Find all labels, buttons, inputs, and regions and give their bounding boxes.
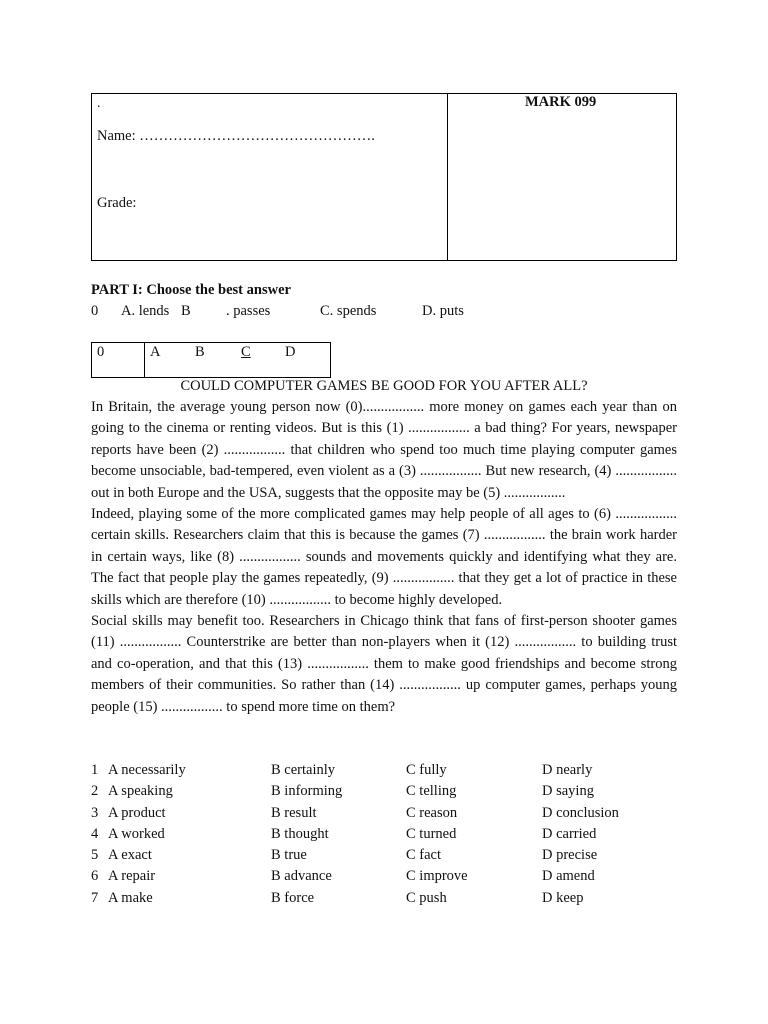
option-a[interactable]: A repair	[108, 868, 156, 885]
option-a[interactable]: A product	[108, 804, 166, 821]
question-number: 6	[91, 868, 99, 885]
question-number: 2	[91, 783, 99, 800]
option-b[interactable]: B thought	[271, 825, 329, 842]
option-d[interactable]: D nearly	[542, 762, 593, 778]
choice-row	[91, 868, 677, 889]
example-option-c: C. spends	[320, 303, 377, 319]
passage	[91, 397, 677, 718]
passage-title: COULD COMPUTER GAMES BE GOOD FOR YOU AFTER ALL?	[180, 378, 588, 394]
option-a[interactable]: A speaking	[108, 783, 173, 800]
option-d[interactable]: D keep	[542, 889, 584, 906]
student-info-box	[91, 93, 677, 261]
option-b[interactable]: B certainly	[271, 762, 336, 778]
option-c[interactable]: C push	[406, 889, 447, 906]
option-c[interactable]: C improve	[406, 868, 468, 885]
choice-row	[91, 762, 677, 783]
answer-option-c-selected[interactable]: C	[241, 344, 251, 360]
example-option-a: A. lends	[121, 303, 170, 319]
option-d[interactable]: D amend	[542, 868, 595, 885]
question-number: 5	[91, 847, 99, 864]
option-d[interactable]: D saying	[542, 783, 594, 800]
option-b[interactable]: B force	[271, 889, 315, 906]
example-answer-box	[91, 342, 331, 378]
answer-num: 0	[97, 344, 105, 360]
option-a[interactable]: A exact	[108, 847, 152, 864]
option-c[interactable]: C fully	[406, 762, 447, 778]
question-number: 1	[91, 762, 99, 778]
answer-option-a[interactable]: A	[150, 344, 161, 360]
example-option-b-text: . passes	[226, 303, 271, 319]
choice-row	[91, 847, 677, 868]
example-num: 0	[91, 303, 99, 319]
choice-row	[91, 805, 677, 826]
option-b[interactable]: B result	[271, 804, 317, 821]
name-field[interactable]: Name: ………………………………………….	[97, 128, 375, 144]
choice-row	[91, 826, 677, 847]
grade-field[interactable]: Grade:	[97, 195, 137, 211]
passage-paragraph: Social skills may benefit too. Researchers in Chicago think that fans of first-person shooter games (11) ................. Counterstrike are better than non-players when it (12) ................. to building trust and co-operation, and that this (13) ................. them to make good friendships and become strong members of their communities. So rather than (14) ................. up computer games, perhaps young people (15) ................. to spend more time on them?	[91, 613, 677, 715]
option-d[interactable]: D precise	[542, 847, 598, 864]
choice-row	[91, 783, 677, 804]
question-number: 3	[91, 804, 99, 821]
option-a[interactable]: A make	[108, 889, 153, 906]
choices-list	[91, 762, 677, 911]
question-number: 4	[91, 825, 99, 842]
part-title: PART I: Choose the best answer	[91, 282, 291, 298]
option-b[interactable]: B true	[271, 847, 307, 864]
option-a[interactable]: A necessarily	[108, 762, 186, 778]
option-d[interactable]: D conclusion	[542, 804, 619, 821]
answer-option-d[interactable]: D	[285, 344, 296, 360]
option-c[interactable]: C reason	[406, 804, 458, 821]
question-number: 7	[91, 889, 99, 906]
header-divider	[447, 94, 448, 260]
option-d[interactable]: D carried	[542, 825, 597, 842]
passage-paragraph: In Britain, the average young person now (0)................. more money on games each year than on going to the cinema or renting videos. But is this (1) ................. a bad thing? For years, newspaper reports have been (2) ................. that children who spend too much time playing computer games become unsociable, bad-tempered, even violent as a (3) ................. But new research, (4) ................. out in both Europe and the USA, suggests that the opposite may be (5) .................	[91, 399, 677, 501]
passage-paragraph: Indeed, playing some of the more complicated games may help people of all ages to (6) ................. certain skills. Researchers claim that this is because the games (7) ................. the brain work harder in certain ways, like (8) ................. sounds and movements quickly and identifying what they are. The fact that people play the games repeatedly, (9) ................. that they get a lot of practice in these skills which are therefore (10) ................. to become highly developed.	[91, 506, 677, 608]
choice-row	[91, 890, 677, 911]
example-option-b-letter: B	[181, 303, 191, 319]
example-option-d: D. puts	[422, 303, 464, 319]
answer-divider	[144, 343, 145, 377]
option-b[interactable]: B advance	[271, 868, 332, 885]
mark-label: MARK 099	[525, 94, 597, 110]
option-a[interactable]: A worked	[108, 825, 165, 842]
option-c[interactable]: C fact	[406, 847, 442, 864]
option-c[interactable]: C turned	[406, 825, 457, 842]
option-b[interactable]: B informing	[271, 783, 343, 800]
answer-option-b[interactable]: B	[195, 344, 205, 360]
option-c[interactable]: C telling	[406, 783, 457, 800]
header-dot: .	[97, 96, 101, 111]
